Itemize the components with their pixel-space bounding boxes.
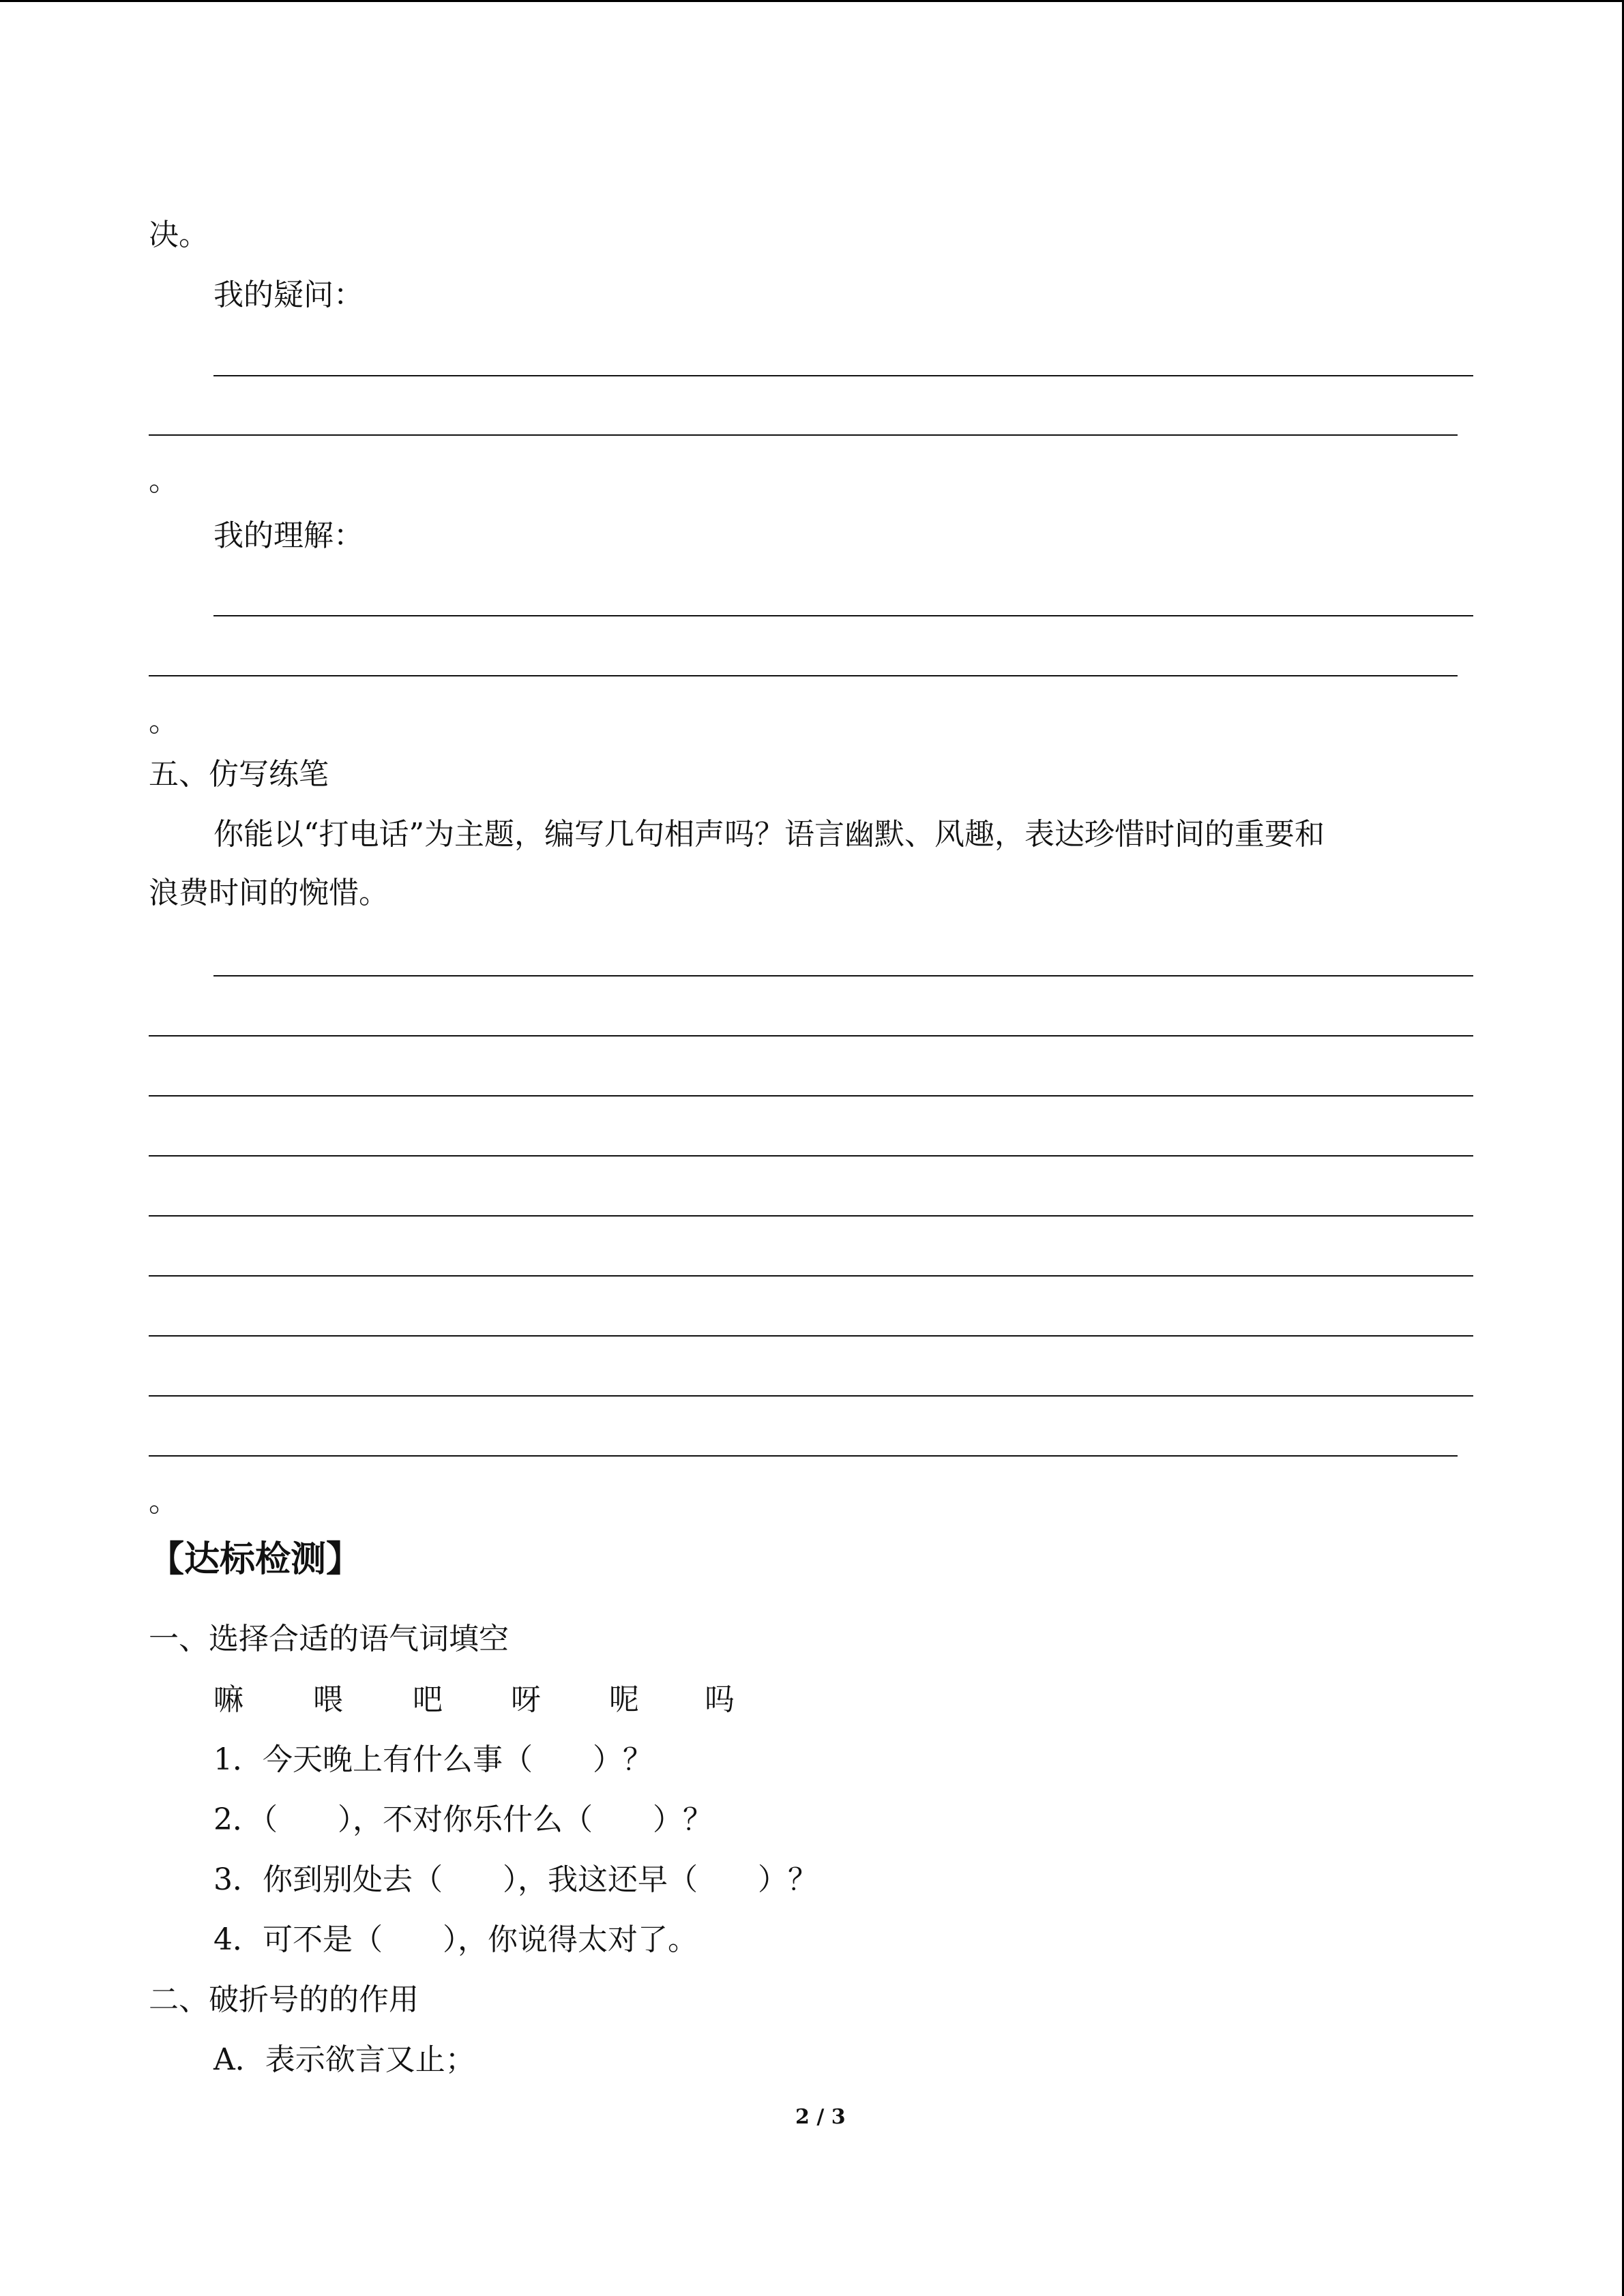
q2-option-a: A．表示欲言又止； (213, 2042, 475, 2077)
section-five-prompt-line1: 你能以“打电话”为主题，编写几句相声吗？语言幽默、风趣，表达珍惜时间的重要和 (213, 817, 1325, 852)
understanding-end-mark: 。 (149, 704, 179, 739)
q1-item-4: 4．可不是（ ），你说得太对了。 (213, 1922, 698, 1957)
section-five-prompt-line2: 浪费时间的惋惜。 (149, 876, 389, 910)
q2-title: 二、破折号的的作用 (149, 1982, 419, 2017)
question-end-mark: 。 (149, 463, 179, 498)
q1-item-1: 1．今天晚上有什么事（ ）？ (213, 1742, 653, 1777)
answer-line (213, 375, 1473, 376)
writing-line (149, 1335, 1473, 1337)
writing-line (149, 1155, 1473, 1157)
particle-option: 嘛 (213, 1682, 243, 1717)
q1-item-3: 3．你到别处去（ ），我这还早（ ）？ (213, 1862, 818, 1897)
page-number: 2 / 3 (795, 2105, 846, 2129)
writing-line (149, 1455, 1458, 1457)
understanding-label: 我的理解： (213, 518, 364, 553)
question-label: 我的疑问： (213, 278, 364, 312)
q1-item-2: 2．（ ），不对你乐什么（ ）？ (213, 1802, 713, 1837)
writing-line (149, 1215, 1473, 1217)
answer-line (213, 615, 1473, 616)
writing-line (149, 1095, 1473, 1097)
particle-option: 吧 (413, 1682, 443, 1717)
page-border-top (0, 0, 1624, 2)
section-five-end-mark: 。 (149, 1484, 179, 1519)
answer-line (149, 434, 1458, 436)
q1-title: 一、选择合适的语气词填空 (149, 1622, 509, 1656)
answer-line (149, 675, 1458, 676)
writing-line (213, 975, 1473, 976)
writing-line (149, 1395, 1473, 1397)
particle-option: 吗 (705, 1682, 735, 1717)
particle-option: 喂 (313, 1682, 343, 1717)
section-five-title: 五、仿写练笔 (149, 757, 329, 792)
test-heading: 【达标检测】 (149, 1538, 362, 1580)
continuation-text: 决。 (149, 218, 209, 252)
particle-option: 呀 (511, 1682, 541, 1717)
writing-line (149, 1275, 1473, 1277)
particle-option: 呢 (609, 1682, 639, 1717)
writing-line (149, 1035, 1473, 1037)
